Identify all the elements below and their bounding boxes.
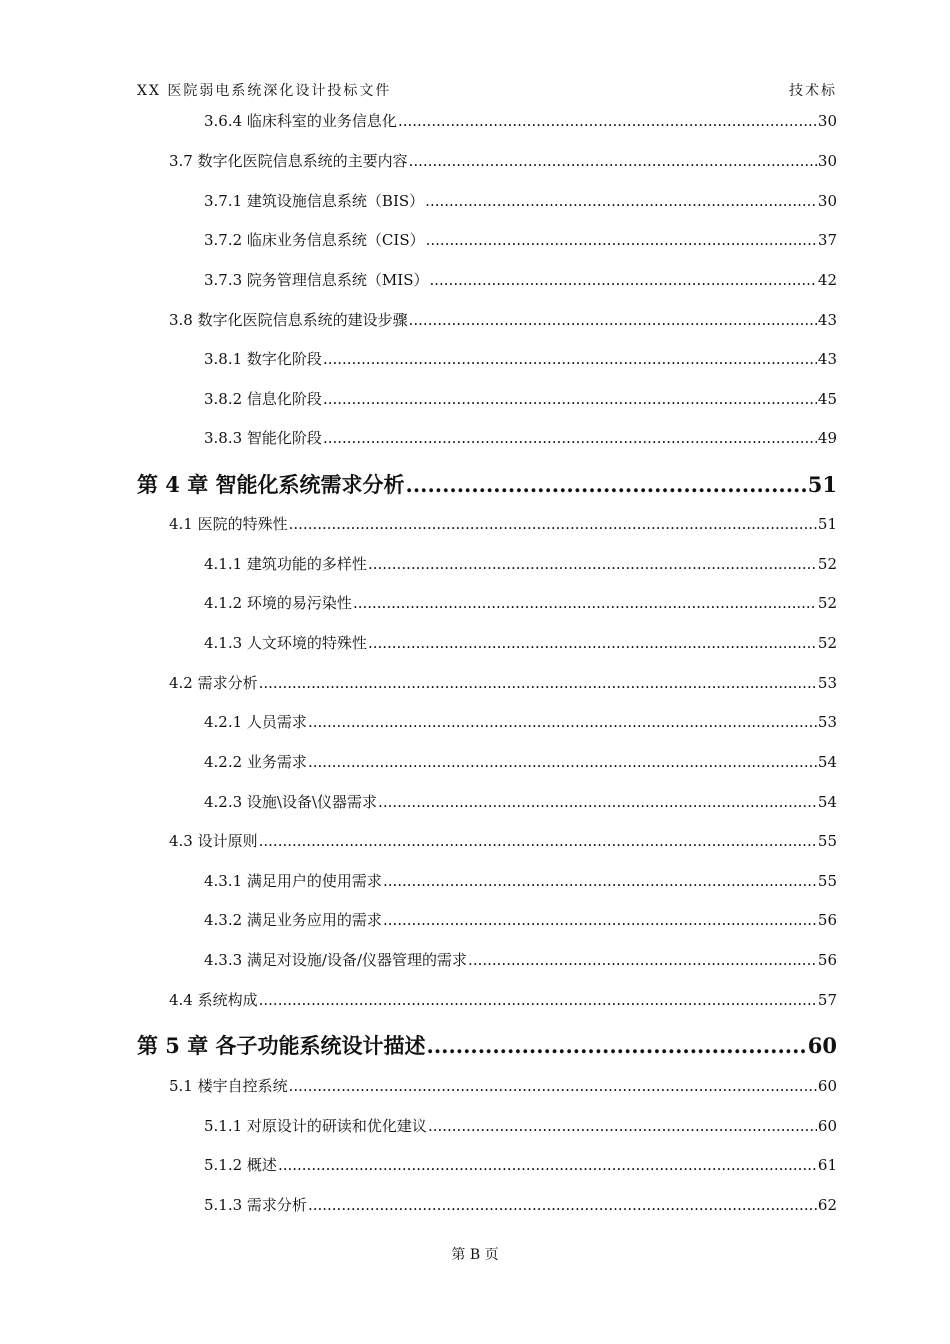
toc-entry-title: 5.1.3 需求分析 [204, 1196, 307, 1214]
toc-entry-title: 3.8.1 数字化阶段 [204, 350, 322, 368]
toc-entry[interactable] [169, 672, 837, 702]
toc-entry-title: 4.3.1 满足用户的使用需求 [204, 872, 382, 890]
toc-entry[interactable] [204, 1194, 837, 1224]
toc-leader-dots [398, 112, 817, 130]
toc-entry[interactable] [204, 632, 837, 662]
toc-entry-page: 52 [817, 555, 837, 573]
toc-entry[interactable] [204, 1115, 837, 1145]
toc-entry-page: 52 [817, 594, 837, 612]
toc-entry[interactable] [204, 553, 837, 583]
toc-chapter-entry[interactable] [137, 1030, 837, 1066]
toc-leader-dots [308, 713, 817, 731]
toc-entry-page: 30 [817, 192, 837, 210]
document-title: XX 医院弱电系统深化设计投标文件 [137, 83, 392, 99]
toc-entry[interactable] [169, 150, 837, 180]
toc-entry-page: 54 [817, 753, 837, 771]
toc-entry-page: 45 [817, 390, 837, 408]
toc-entry-title: 4.1.2 环境的易污染性 [204, 594, 352, 612]
toc-entry[interactable] [204, 388, 837, 418]
toc-entry-title: 4.1.1 建筑功能的多样性 [204, 555, 367, 573]
toc-leader-dots [409, 311, 817, 329]
toc-entry-title: 4.2.3 设施\设备\仪器需求 [204, 793, 378, 811]
toc-leader-dots [378, 793, 817, 811]
toc-entry-title: 3.7.2 临床业务信息系统（CIS） [204, 231, 425, 249]
toc-entry[interactable] [204, 229, 837, 259]
toc-entry-page: 60 [807, 1033, 837, 1058]
toc-entry-page: 51 [817, 515, 837, 533]
toc-leader-dots [353, 594, 817, 612]
toc-entry-page: 53 [817, 713, 837, 731]
toc-leader-dots [289, 515, 817, 533]
toc-entry-page: 62 [817, 1196, 837, 1214]
toc-entry-page: 53 [817, 674, 837, 692]
toc-leader-dots [368, 555, 817, 573]
toc-entry-title: 4.4 系统构成 [169, 991, 258, 1009]
toc-leader-dots [289, 1077, 817, 1095]
toc-leader-dots [428, 1117, 817, 1135]
toc-entry-title: 4.2.2 业务需求 [204, 753, 307, 771]
toc-entry-title: 4.3.2 满足业务应用的需求 [204, 911, 382, 929]
toc-entry[interactable] [204, 592, 837, 622]
toc-entry-title: 4.1.3 人文环境的特殊性 [204, 634, 367, 652]
toc-entry-title: 4.3 设计原则 [169, 832, 258, 850]
toc-entry[interactable] [169, 830, 837, 860]
page-number-label: 第 B 页 [451, 1247, 499, 1263]
toc-entry-title: 4.2 需求分析 [169, 674, 258, 692]
toc-leader-dots [425, 192, 817, 210]
toc-entry-title: 3.8 数字化医院信息系统的建设步骤 [169, 311, 408, 329]
toc-entry-page: 30 [817, 152, 837, 170]
toc-entry-page: 55 [817, 872, 837, 890]
toc-entry[interactable] [204, 791, 837, 821]
toc-entry-title: 3.6.4 临床科室的业务信息化 [204, 112, 397, 130]
toc-chapter-entry[interactable] [137, 469, 837, 505]
toc-entry[interactable] [204, 190, 837, 220]
toc-entry-page: 30 [817, 112, 837, 130]
toc-entry-title: 4.2.1 人员需求 [204, 713, 307, 731]
toc-entry-page: 37 [817, 231, 837, 249]
toc-entry-page: 61 [817, 1156, 837, 1174]
toc-entry[interactable] [204, 870, 837, 900]
toc-leader-dots [426, 231, 817, 249]
toc-entry[interactable] [204, 909, 837, 939]
toc-entry-title: 3.7.3 院务管理信息系统（MIS） [204, 271, 429, 289]
toc-entry[interactable] [169, 1075, 837, 1105]
toc-leader-dots [468, 951, 817, 969]
toc-leader-dots [383, 911, 817, 929]
toc-leader-dots [323, 390, 817, 408]
toc-entry[interactable] [204, 711, 837, 741]
toc-entry-title: 5.1.2 概述 [204, 1156, 277, 1174]
toc-entry-page: 43 [817, 311, 837, 329]
toc-entry[interactable] [204, 348, 837, 378]
toc-entry-title: 第 5 章 各子功能系统设计描述 [137, 1033, 426, 1058]
toc-leader-dots [406, 472, 807, 497]
page-footer [0, 1244, 950, 1264]
toc-leader-dots [430, 271, 817, 289]
toc-leader-dots [323, 350, 817, 368]
toc-entry-title: 3.8.2 信息化阶段 [204, 390, 322, 408]
toc-entry-page: 57 [817, 991, 837, 1009]
toc-entry-page: 60 [817, 1077, 837, 1095]
toc-entry[interactable] [204, 110, 837, 140]
toc-entry-title: 3.8.3 智能化阶段 [204, 429, 322, 447]
toc-leader-dots [259, 674, 817, 692]
toc-leader-dots [308, 753, 817, 771]
toc-entry[interactable] [204, 427, 837, 457]
toc-leader-dots [383, 872, 817, 890]
toc-entry[interactable] [204, 751, 837, 781]
toc-leader-dots [409, 152, 817, 170]
toc-leader-dots [259, 991, 817, 1009]
toc-entry[interactable] [169, 989, 837, 1019]
toc-entry-page: 51 [807, 472, 837, 497]
toc-entry-title: 第 4 章 智能化系统需求分析 [137, 472, 405, 497]
toc-entry-page: 54 [817, 793, 837, 811]
toc-entry-page: 49 [817, 429, 837, 447]
toc-leader-dots [323, 429, 817, 447]
toc-entry-title: 5.1 楼宇自控系统 [169, 1077, 288, 1095]
toc-entry-page: 60 [817, 1117, 837, 1135]
toc-entry-page: 52 [817, 634, 837, 652]
toc-entry-title: 4.3.3 满足对设施/设备/仪器管理的需求 [204, 951, 468, 969]
toc-entry-page: 55 [817, 832, 837, 850]
toc-entry[interactable] [204, 269, 837, 299]
toc-entry-title: 3.7 数字化医院信息系统的主要内容 [169, 152, 408, 170]
toc-leader-dots [259, 832, 817, 850]
toc-entry-title: 3.7.1 建筑设施信息系统（BIS） [204, 192, 425, 210]
toc-entry-page: 43 [817, 350, 837, 368]
toc-entry-title: 4.1 医院的特殊性 [169, 515, 288, 533]
toc-entry-title: 5.1.1 对原设计的研读和优化建议 [204, 1117, 427, 1135]
toc-entry[interactable] [204, 1154, 837, 1184]
toc-leader-dots [368, 634, 817, 652]
toc-entry[interactable] [204, 949, 837, 979]
page-header [137, 80, 837, 102]
toc-entry[interactable] [169, 513, 837, 543]
toc-leader-dots [278, 1156, 817, 1174]
toc-entry[interactable] [169, 309, 837, 339]
toc-leader-dots [427, 1033, 807, 1058]
toc-entry-page: 56 [817, 951, 837, 969]
document-type-label: 技术标 [789, 83, 837, 99]
toc-entry-page: 56 [817, 911, 837, 929]
toc-leader-dots [308, 1196, 817, 1214]
toc-entry-page: 42 [817, 271, 837, 289]
